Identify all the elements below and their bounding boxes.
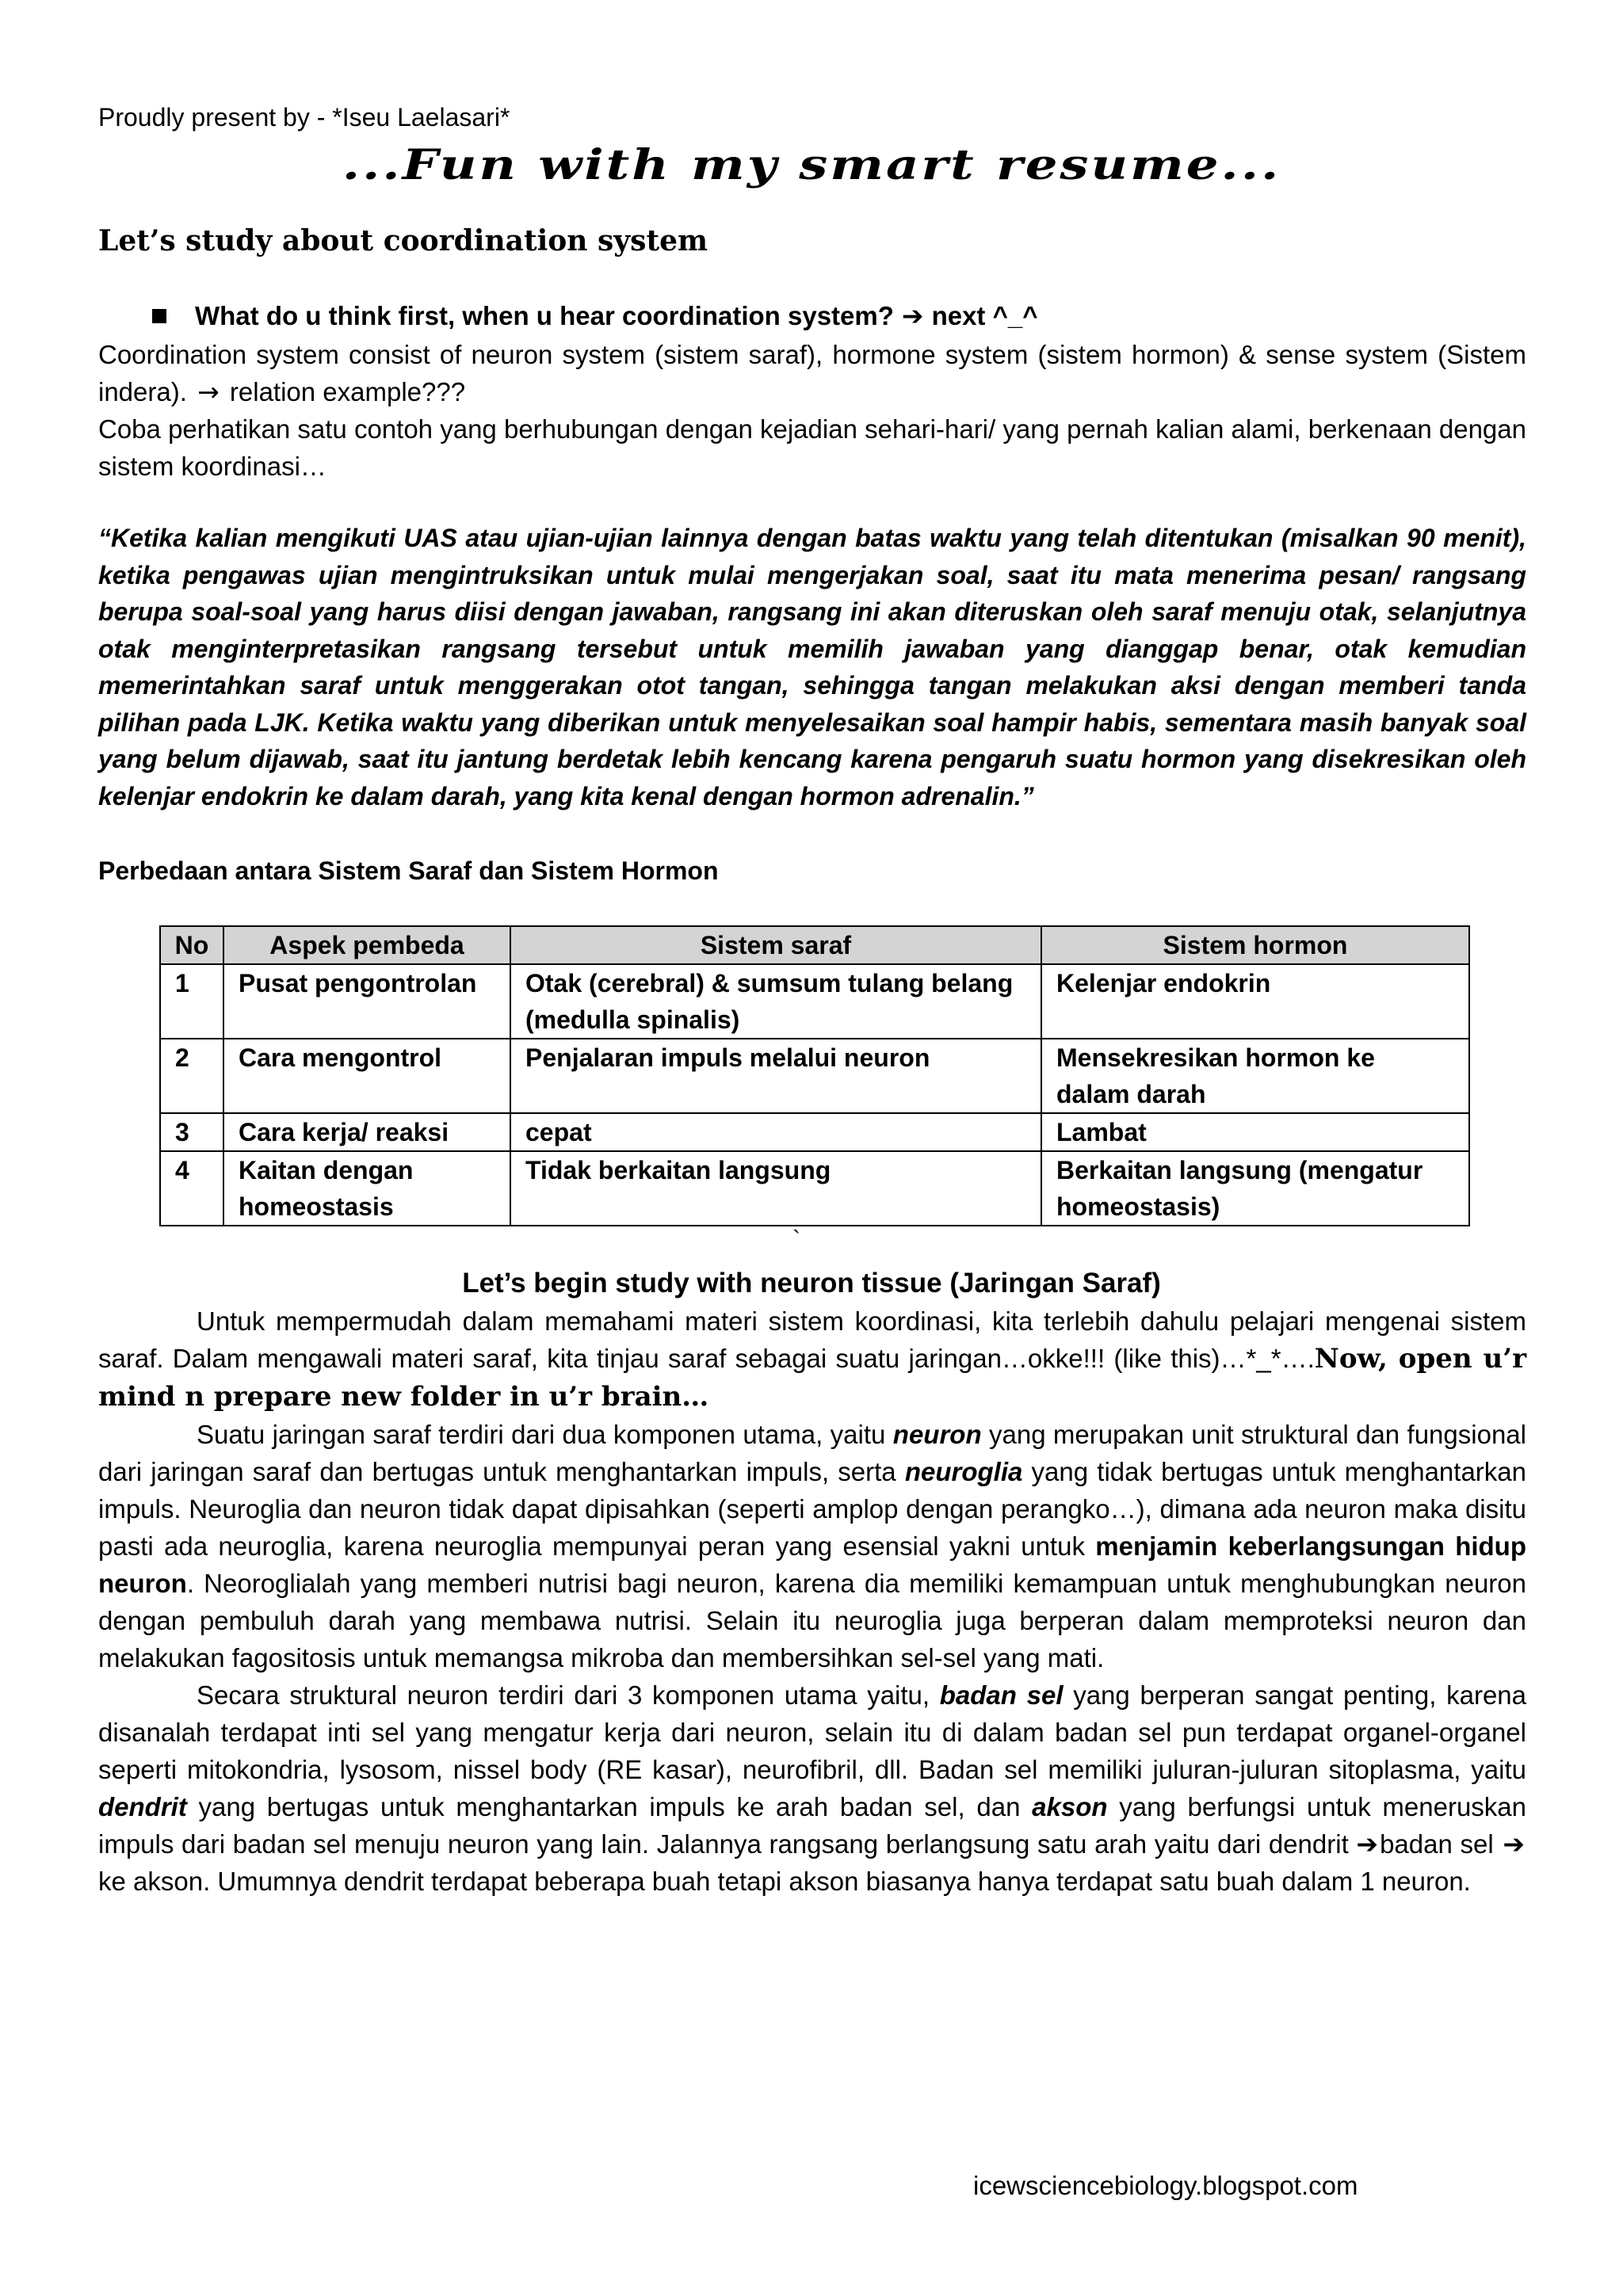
author-credit: Proudly present by - *Iseu Laelasari* [98, 103, 510, 132]
cell-no: 3 [160, 1113, 223, 1151]
cell-no: 1 [160, 964, 223, 1039]
comparison-heading: Perbedaan antara Sistem Saraf dan Sistem Hormon [98, 856, 719, 885]
footer-site: icewsciencebiology.blogspot.com [973, 2171, 1358, 2200]
example-quote: “Ketika kalian mengikuti UAS atau ujian-ujian lainnya dengan batas waktu yang telah ditentukan (misalkan 90 menit), ketika pengawas ujian mengintruksikan untuk mulai mengerjakan soal, saat itu mata menerima pesan/ rangsang berupa soal-soal yang harus diisi dengan jawaban, rangsang ini akan diteruskan oleh saraf menuju otak, selanjutnya otak menginterpretasikan rangsang tersebut untuk memilih jawaban yang dianggap benar, otak kemudian memerintahkan saraf untuk menggerakan otot tangan, sehingga tangan melakukan aksi dengan memberi tanda pilihan pada LJK. Ketika waktu yang diberikan untuk menyelesaikan soal hampir habis, sementara masih banyak soal yang belum dijawab, saat itu jantung berdetak lebih kencang karena pengaruh suatu hormon yang disekresikan oleh kelenjar endokrin ke dalam darah, yang kita kenal dengan hormon adrenalin.” [98, 524, 1526, 810]
table-row [160, 1039, 1469, 1113]
p2-bold-phrase: menjamin keberlangsungan hidup neuron [98, 1531, 1526, 1598]
col-header-sistem-hormon: Sistem hormon [1041, 926, 1469, 964]
col-header-no: No [160, 926, 223, 964]
table-header-row [160, 926, 1469, 964]
p3-text-f: ke akson. Umumnya dendrit terdapat beberapa buah tetapi akson biasanya hanya terdapat satu buah dalam 1 neuron. [98, 1867, 1471, 1896]
cell-aspek: Cara kerja/ reaksi [223, 1113, 510, 1151]
col-header-aspek: Aspek pembeda [223, 926, 510, 964]
cell-aspek: Kaitan dengan homeostasis [223, 1151, 510, 1226]
bullet-next-text: next ^_^ [931, 301, 1038, 330]
p2-text-b: yang merupakan unit struktural dan fungsional dari jaringan saraf dan bertugas untuk menghantarkan impuls, serta [98, 1420, 1526, 1486]
para1-relation-text: relation example??? [229, 377, 466, 406]
p1-text: Untuk mempermudah dalam memahami materi sistem koordinasi, kita terlebih dahulu pelajari mengenai sistem saraf. Dalam mengawali materi saraf, kita tinjau saraf sebagai suatu jaringan…okke!!! (like this)…*_*…. [98, 1306, 1526, 1373]
table-row [160, 1151, 1469, 1226]
cell-no: 2 [160, 1039, 223, 1113]
bullet-question-text: What do u think first, when u hear coordination system? [195, 301, 894, 330]
cell-aspek: Cara mengontrol [223, 1039, 510, 1113]
intro-paragraphs [98, 336, 1526, 485]
term-badan-sel: badan sel [939, 1680, 1064, 1710]
table-row [160, 1113, 1469, 1151]
p2-text-d: . Neoroglialah yang memberi nutrisi bagi neuron, karena dia memiliki kemampuan untuk menghubungkan neuron dengan pembuluh darah yang membawa nutrisi. Selain itu neuroglia juga berperan dalam memproteksi neuron dan melakukan fagositosis untuk memangsa mikroba dan membersihkan sel-sel yang mati. [98, 1569, 1526, 1672]
cell-saraf: Tidak berkaitan langsung [510, 1151, 1041, 1226]
cell-hormon: Kelenjar endokrin [1041, 964, 1469, 1039]
p3-text-c: yang bertugas untuk menghantarkan impuls ke arah badan sel, dan [186, 1792, 1033, 1821]
term-neuroglia: neuroglia [904, 1457, 1023, 1486]
section-heading-coordination: Let’s study about coordination system [98, 224, 708, 257]
p2-text-a: Suatu jaringan saraf terdiri dari dua komponen utama, yaitu [197, 1420, 893, 1449]
p1-emphasis: Now, open u’r mind n prepare new folder in u’r brain… [98, 1343, 1526, 1413]
table-row [160, 964, 1469, 1039]
cell-hormon: Berkaitan langsung (mengatur homeostasis) [1041, 1151, 1469, 1226]
arrow-right-icon: ➔ [901, 300, 924, 331]
neuron-tissue-heading: Let’s begin study with neuron tissue (Jaringan Saraf) [462, 1268, 1161, 1299]
cell-hormon: Lambat [1041, 1113, 1469, 1151]
stray-backtick: ` [792, 1226, 800, 1253]
paragraph-example-intro: Coba perhatikan satu contoh yang berhubungan dengan kejadian sehari-hari/ yang pernah kalian alami, berkenaan dengan sistem koordinasi… [98, 414, 1526, 481]
arrow-right-icon: ➔ [1356, 1829, 1379, 1859]
term-akson: akson [1032, 1792, 1108, 1821]
neuron-tissue-paragraphs [98, 1302, 1526, 1900]
square-bullet-icon [152, 309, 166, 323]
paragraph-coordination-definition [98, 336, 1526, 410]
arrow-right-icon: ➔ [1503, 1829, 1525, 1859]
p3-text-d: yang berfungsi untuk meneruskan impuls dari badan sel menuju neuron yang lain. Jalannya rangsang berlangsung satu arah yaitu dari dendrit [98, 1792, 1527, 1859]
cell-aspek: Pusat pengontrolan [223, 964, 510, 1039]
term-neuron: neuron [892, 1420, 982, 1449]
paragraph-neuron-structure [98, 1676, 1526, 1900]
paragraph-neuron-neuroglia [98, 1416, 1526, 1676]
arrow-right-icon: → [197, 376, 220, 407]
term-dendrit: dendrit [98, 1792, 187, 1821]
p3-text-e: badan sel [1380, 1829, 1502, 1859]
p2-text-c: yang tidak bertugas untuk menghantarkan impuls. Neuroglia dan neuron tidak dapat dipisahkan (seperti amplop dengan perangko…), dimana ada neuron maka disitu pasti ada neuroglia, karena neuroglia mempunyai peran yang esensial yakni untuk [98, 1457, 1527, 1561]
p3-text-a: Secara struktural neuron terdiri dari 3 komponen utama yaitu, [197, 1680, 940, 1710]
para1-text: Coordination system consist of neuron system (sistem saraf), hormone system (sistem hormon) & sense system (Sistem indera). [98, 340, 1526, 406]
col-header-sistem-saraf: Sistem saraf [510, 926, 1041, 964]
cell-saraf: Otak (cerebral) & sumsum tulang belang (medulla spinalis) [510, 964, 1041, 1039]
comparison-table [159, 925, 1470, 1226]
p3-text-b: yang berperan sangat penting, karena disanalah terdapat inti sel yang mengatur kerja dari neuron, selain itu di dalam badan sel pun terdapat organel-organel seperti mitokondria, lysosom, nissel body (RE kasar), neurofibril, dll. Badan sel memiliki juluran-juluran sitoplasma, yaitu [98, 1680, 1526, 1784]
paragraph-intro-saraf [98, 1302, 1526, 1416]
cell-saraf: Penjalaran impuls melalui neuron [510, 1039, 1041, 1113]
cell-saraf: cepat [510, 1113, 1041, 1151]
document-title: ...Fun with my smart resume... [342, 140, 1281, 190]
cell-no: 4 [160, 1151, 223, 1226]
cell-hormon: Mensekresikan hormon ke dalam darah [1041, 1039, 1469, 1113]
bullet-question [152, 298, 1037, 334]
